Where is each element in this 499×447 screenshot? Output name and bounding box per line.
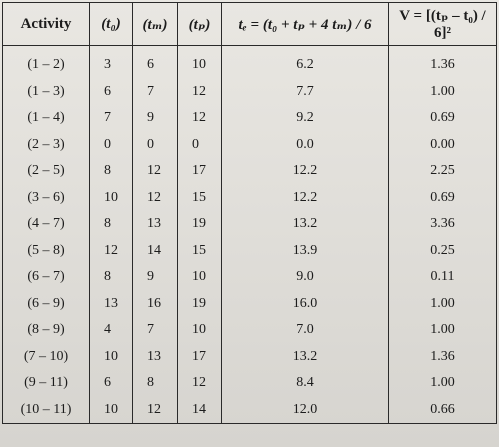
cell-variance: 1.00 (389, 317, 497, 344)
header-variance: V = [(tₚ – t₀) / 6]² (389, 3, 497, 46)
table-row (3, 397, 497, 424)
cell-te: 0.0 (222, 132, 389, 159)
cell-activity: (6 – 9) (3, 291, 90, 318)
table-row (3, 46, 497, 79)
cell-variance: 1.36 (389, 344, 497, 371)
table-row (3, 211, 497, 238)
cell-tm: 7 (133, 317, 178, 344)
cell-variance: 1.36 (389, 46, 497, 79)
cell-te: 9.2 (222, 105, 389, 132)
cell-tm: 12 (133, 158, 178, 185)
cell-t0: 10 (90, 397, 133, 424)
cell-variance: 0.00 (389, 132, 497, 159)
cell-te: 8.4 (222, 370, 389, 397)
cell-tp: 12 (178, 105, 222, 132)
cell-variance: 0.69 (389, 185, 497, 212)
cell-activity: (5 – 8) (3, 238, 90, 265)
cell-variance: 0.11 (389, 264, 497, 291)
cell-tp: 14 (178, 397, 222, 424)
cell-tp: 19 (178, 291, 222, 318)
cell-t0: 7 (90, 105, 133, 132)
cell-variance: 2.25 (389, 158, 497, 185)
cell-t0: 8 (90, 211, 133, 238)
cell-variance: 3.36 (389, 211, 497, 238)
header-te: tₑ = (t₀ + tₚ + 4 tₘ) / 6 (222, 3, 389, 46)
table-row (3, 238, 497, 265)
cell-tp: 10 (178, 46, 222, 79)
cell-te: 12.2 (222, 158, 389, 185)
table-row (3, 264, 497, 291)
cell-tm: 0 (133, 132, 178, 159)
cell-te: 9.0 (222, 264, 389, 291)
table-row (3, 105, 497, 132)
cell-variance: 0.25 (389, 238, 497, 265)
header-activity: Activity (3, 3, 90, 46)
cell-activity: (3 – 6) (3, 185, 90, 212)
cell-tp: 19 (178, 211, 222, 238)
table-row (3, 344, 497, 371)
cell-tm: 9 (133, 105, 178, 132)
cell-activity: (1 – 2) (3, 46, 90, 79)
cell-tp: 10 (178, 264, 222, 291)
cell-activity: (9 – 11) (3, 370, 90, 397)
cell-t0: 8 (90, 158, 133, 185)
cell-tm: 8 (133, 370, 178, 397)
cell-tm: 7 (133, 79, 178, 106)
cell-activity: (1 – 3) (3, 79, 90, 106)
cell-tm: 12 (133, 185, 178, 212)
cell-variance: 0.66 (389, 397, 497, 424)
table-row (3, 132, 497, 159)
table-row (3, 317, 497, 344)
table-row (3, 291, 497, 318)
table-row (3, 79, 497, 106)
cell-te: 12.2 (222, 185, 389, 212)
cell-te: 12.0 (222, 397, 389, 424)
cell-tm: 13 (133, 344, 178, 371)
cell-tp: 17 (178, 158, 222, 185)
cell-activity: (6 – 7) (3, 264, 90, 291)
cell-te: 16.0 (222, 291, 389, 318)
cell-tm: 6 (133, 46, 178, 79)
cell-t0: 6 (90, 79, 133, 106)
cell-tp: 17 (178, 344, 222, 371)
cell-tm: 9 (133, 264, 178, 291)
cell-activity: (2 – 5) (3, 158, 90, 185)
cell-activity: (4 – 7) (3, 211, 90, 238)
cell-t0: 10 (90, 344, 133, 371)
cell-tp: 15 (178, 185, 222, 212)
cell-t0: 6 (90, 370, 133, 397)
cell-te: 7.0 (222, 317, 389, 344)
cell-tp: 15 (178, 238, 222, 265)
cell-t0: 12 (90, 238, 133, 265)
header-tp: (tₚ) (178, 3, 222, 46)
cell-te: 13.9 (222, 238, 389, 265)
cell-variance: 1.00 (389, 79, 497, 106)
cell-activity: (2 – 3) (3, 132, 90, 159)
table-row (3, 158, 497, 185)
cell-tm: 13 (133, 211, 178, 238)
cell-tm: 14 (133, 238, 178, 265)
cell-tp: 0 (178, 132, 222, 159)
cell-t0: 0 (90, 132, 133, 159)
cell-te: 13.2 (222, 211, 389, 238)
cell-tp: 10 (178, 317, 222, 344)
header-tm: (tₘ) (133, 3, 178, 46)
cell-activity: (10 – 11) (3, 397, 90, 424)
cell-variance: 1.00 (389, 291, 497, 318)
cell-t0: 13 (90, 291, 133, 318)
cell-tp: 12 (178, 79, 222, 106)
cell-t0: 3 (90, 46, 133, 79)
header-t0: (t₀) (90, 3, 133, 46)
table-row (3, 370, 497, 397)
cell-variance: 0.69 (389, 105, 497, 132)
table-row (3, 185, 497, 212)
cell-tm: 16 (133, 291, 178, 318)
pert-activity-table (2, 2, 497, 424)
cell-te: 6.2 (222, 46, 389, 79)
cell-tm: 12 (133, 397, 178, 424)
cell-t0: 8 (90, 264, 133, 291)
table-header-row (3, 3, 497, 46)
cell-activity: (7 – 10) (3, 344, 90, 371)
cell-tp: 12 (178, 370, 222, 397)
cell-variance: 1.00 (389, 370, 497, 397)
cell-t0: 10 (90, 185, 133, 212)
cell-activity: (1 – 4) (3, 105, 90, 132)
cell-te: 13.2 (222, 344, 389, 371)
cell-te: 7.7 (222, 79, 389, 106)
cell-t0: 4 (90, 317, 133, 344)
cell-activity: (8 – 9) (3, 317, 90, 344)
